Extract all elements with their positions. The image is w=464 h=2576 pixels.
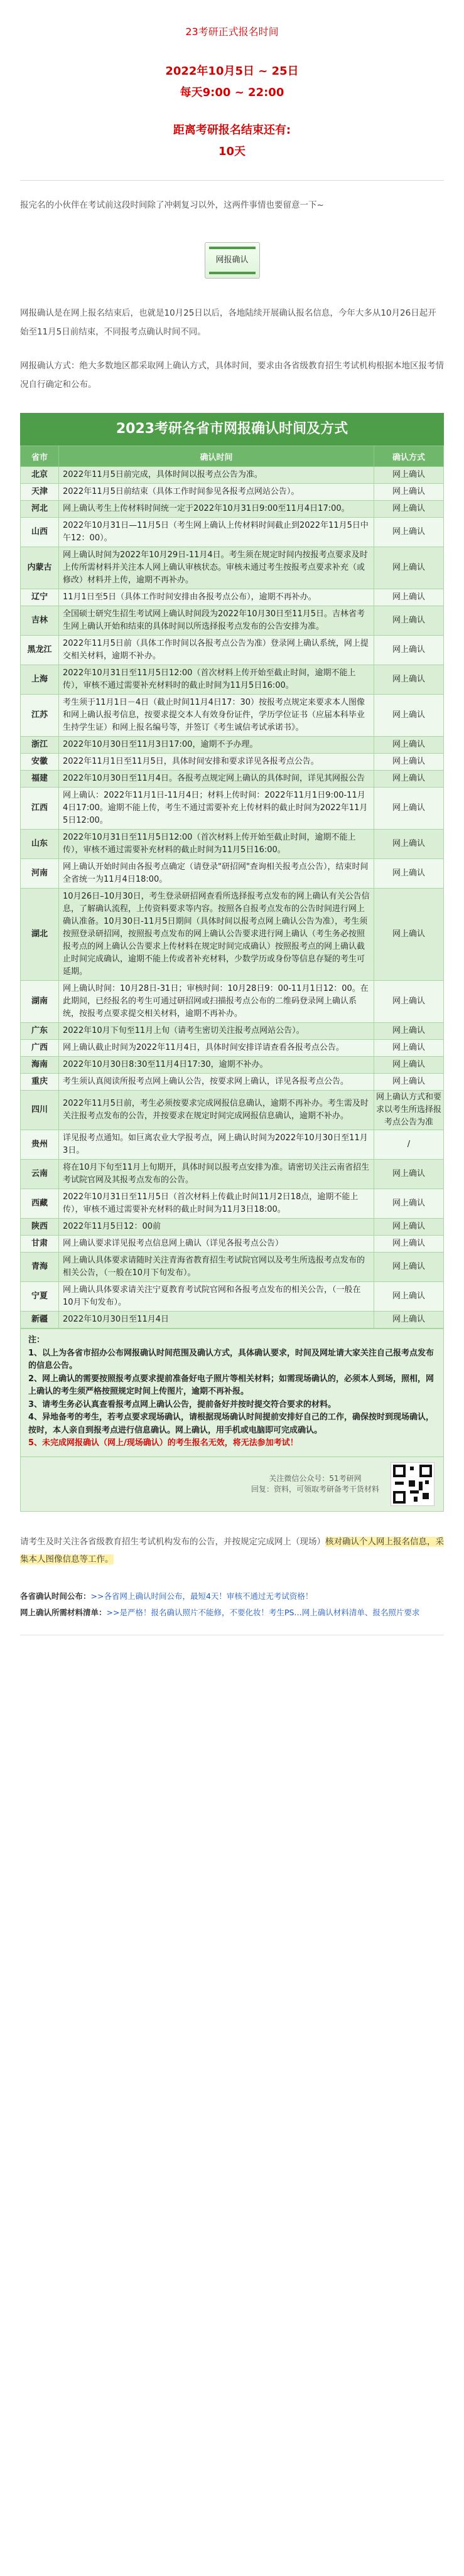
method-cell: 网上确认 — [374, 1040, 444, 1057]
time-cell: 2022年10月31日—11月5日（考生网上确认上传材料时间截止到2022年11月5日中午12：00）。 — [59, 518, 374, 547]
table-row — [21, 889, 444, 981]
method-cell: 网上确认 — [374, 737, 444, 754]
button-wrap — [0, 242, 464, 279]
method-cell: 网上确认 — [374, 606, 444, 636]
time-cell: 将在10月下旬至11月上旬期开，具体时间以报考点安排为准。请密切关注云南省招生考试院官网及其报考点发布的公告。 — [59, 1160, 374, 1189]
header-method: 确认方式 — [374, 446, 444, 467]
time-cell: 全国硕士研究生招生考试网上确认时间段为2022年10月30日至11月5日。吉林省考生网上确认开始和结束的具体时间以所选择报考点发布的公告安排为准。 — [59, 606, 374, 636]
table-row — [21, 788, 444, 830]
province-cell: 贵州 — [21, 1130, 59, 1160]
time-cell: 2022年10月30日8:30至11月4日17:30，逾期不补办。 — [59, 1057, 374, 1074]
table-row — [21, 1236, 444, 1253]
confirm-table-container — [20, 413, 444, 1512]
table-row — [21, 1312, 444, 1328]
note-item: 2、网上确认的需要按照报考点要求提前准备好电子照片等相关材料；如需现场确认的，必须本人到场，照相，网上确认的考生须严格按照规定时间上传图片，逾期不再补报。 — [28, 1374, 434, 1396]
time-cell: 11月1日至5日（具体工作时间安排由各报考点公布），逾期不再补办。 — [59, 589, 374, 606]
province-cell: 江苏 — [21, 695, 59, 737]
table-row — [21, 501, 444, 518]
province-cell: 河北 — [21, 501, 59, 518]
province-cell: 黑龙江 — [21, 636, 59, 665]
link-label: 网上确认所需材料清单： — [20, 1607, 107, 1617]
link-label: 各省确认时间公布： — [20, 1591, 91, 1601]
related-link[interactable]: >>各省网上确认时间公布，最短4天！审核不通过无考试资格！ — [90, 1591, 313, 1601]
time-cell: 2022年10月31日至11月5日12:00（首次材料上传开始至截止时间，逾期不能上传），审核不通过需要补充材料时的截止时间为11月5日16:00。 — [59, 665, 374, 695]
table-row — [21, 737, 444, 754]
table-row — [21, 1282, 444, 1312]
intro-text: 报完名的小伙伴在考试前这段时间除了冲刺复习以外，这两件事情也要留意一下~ — [20, 200, 324, 210]
note-item: 3、请考生务必认真查看报考点网上确认公告，提前备好并按时提交符合要求的材料。 — [28, 1399, 337, 1409]
divider — [20, 180, 444, 181]
related-links — [20, 1588, 444, 1621]
notes-box — [20, 1328, 444, 1457]
time-cell: 2022年10月31日至11月5日（首次材料上传截止时间11月2日18点，逾期不能上传），审核不通过需要补充材料的截止时间为11月3日18:00。 — [59, 1189, 374, 1219]
province-cell: 辽宁 — [21, 589, 59, 606]
time-cell: 详见报考点通知。如巨离农业大学报考点，网上确认时间为2022年10月30日至11月3日。 — [59, 1130, 374, 1160]
table-row — [21, 606, 444, 636]
province-cell: 湖南 — [21, 981, 59, 1023]
table-row — [21, 484, 444, 501]
time-cell: 2022年10月下旬至11月上旬（请考生密切关注报考点网站公告）。 — [59, 1023, 374, 1040]
countdown-value: 10天 — [218, 145, 246, 158]
method-cell: 网上确认 — [374, 695, 444, 737]
method-cell: / — [374, 1130, 444, 1160]
time-cell: 2022年11月5日前完成，具体时间以报考点公告为准。 — [59, 467, 374, 484]
method-cell: 网上确认 — [374, 889, 444, 981]
method-cell: 网上确认 — [374, 1253, 444, 1282]
time-cell: 2022年11月5日前结束（具体工作时间参见各报考点网站公告）。 — [59, 484, 374, 501]
method-cell: 网上确认 — [374, 859, 444, 889]
province-cell: 山东 — [21, 830, 59, 859]
province-cell: 吉林 — [21, 606, 59, 636]
time-cell: 2022年11月5日12：00前 — [59, 1219, 374, 1236]
table-row — [21, 830, 444, 859]
province-cell: 湖北 — [21, 889, 59, 981]
table-row — [21, 1253, 444, 1282]
province-cell: 广东 — [21, 1023, 59, 1040]
table-row — [21, 589, 444, 606]
province-cell: 陕西 — [21, 1219, 59, 1236]
time-cell: 网上确认截止时间为2022年11月4日，具体时间安排详请查看各报考点公告。 — [59, 1040, 374, 1057]
province-cell: 山西 — [21, 518, 59, 547]
province-cell: 天津 — [21, 484, 59, 501]
registration-hours: 每天9:00 ~ 22:00 — [180, 86, 284, 99]
province-cell: 宁夏 — [21, 1282, 59, 1312]
province-cell: 江西 — [21, 788, 59, 830]
province-cell: 青海 — [21, 1253, 59, 1282]
confirm-button[interactable]: 网报确认 — [205, 242, 260, 279]
method-cell: 网上确认 — [374, 589, 444, 606]
countdown — [0, 120, 464, 163]
method-cell: 网上确认方式和要求以考生所选择报考点公告为准 — [374, 1091, 444, 1130]
table-row — [21, 1074, 444, 1091]
table-row — [21, 1023, 444, 1040]
method-cell: 网上确认 — [374, 467, 444, 484]
time-cell: 网上确认时间：10月28日-31日；审核时间：10月28日9：00-11月1日12：00。在此期间，已经报名的考生可通过研招网或扫描报考点公布的二维码登录网上确认系统，按报考点要求提交相关材料，逾期不再补办。 — [59, 981, 374, 1023]
time-cell: 2022年10月31日至11月5日12:00（首次材料上传开始至截止时间，逾期不能上传），审核不通过需要补充材料的截止时间为11月5日16:00。 — [59, 830, 374, 859]
table-row — [21, 859, 444, 889]
article-page — [0, 24, 464, 1635]
after-text: 请考生及时关注各省级教育招生考试机构发布的公告，并按规定完成网上（现场） — [20, 1536, 325, 1547]
table-row — [21, 518, 444, 547]
method-cell: 网上确认 — [374, 1312, 444, 1328]
table-row — [21, 636, 444, 665]
province-cell: 上海 — [21, 665, 59, 695]
time-cell: 网上确认具体要求请关注宁夏教育考试院官网和各报考点发布的相关公告，（一般在10月下旬发布）。 — [59, 1282, 374, 1312]
table-row — [21, 754, 444, 771]
note-item: 4、异地备考的考生，若考点要求现场确认，请根据现场确认时间提前安排好自己的工作，确保按时到现场确认，按时，本人亲自到报考点进行信息确认。网上确认，用手机或电脑即可完成确认。 — [28, 1413, 434, 1435]
registration-dates: 2022年10月5日 ~ 25日 — [165, 65, 299, 78]
method-cell: 网上确认 — [374, 771, 444, 788]
confirm-table — [20, 446, 444, 1328]
table-body — [21, 467, 444, 1328]
after-highlight: 核对确认个人网上报名信息，采集本人图像信息等工作。 — [20, 1536, 444, 1564]
time-cell: 网上确认开始时间由各报考点确定（请登录"研招网"查询相关报考点公告），结束时间全省统一为11月4日18:00。 — [59, 859, 374, 889]
time-cell: 2022年10月30日至11月4日。各报考点规定网上确认的具体时间，详见其网报公告 — [59, 771, 374, 788]
table-row — [21, 1130, 444, 1160]
province-cell: 甘肃 — [21, 1236, 59, 1253]
table-row — [21, 981, 444, 1023]
method-cell: 网上确认 — [374, 484, 444, 501]
time-cell: 10月26日–10月30日，考生登录研招网查看所选择报考点发布的网上确认有关公告信息，了解确认流程，上传资料要求等内容。按照各自报考点发布的公告时间进行网上确认准备。10月30日-11月5日期间（具体时间以报考点网上确认公告为准），考生须按照登录研招网，按照报考点发布的网上确认公告要求进行网上确认（考生务必按照报考点的网上确认公告要求上传材料在规定时间完成确认）按照报考点的网上确认截止时间完成确认，逾期不能上传或者补充材料，少数学历或身份等信息存疑的考生可延期。 — [59, 889, 374, 981]
method-cell: 网上确认 — [374, 636, 444, 665]
time-cell: 网上确认考生上传材料时间统一定于2022年10月31日9:00至11月4日17:00。 — [59, 501, 374, 518]
footer-line2: 回复：资料，可领取考研备考干货材料 — [251, 1484, 379, 1494]
method-cell: 网上确认 — [374, 518, 444, 547]
method-cell: 网上确认 — [374, 830, 444, 859]
header-time: 确认时间 — [59, 446, 374, 467]
time-cell: 考生须认真阅读所报考点网上确认公告，按要求网上确认，详见各报考点公告。 — [59, 1074, 374, 1091]
time-cell: 2022年11月5日前（具体工作时间以各报考点公告为准）登录网上确认系统，网上提交相关材料，逾期不补办。 — [59, 636, 374, 665]
table-row — [21, 1057, 444, 1074]
table-row — [21, 1189, 444, 1219]
province-cell: 北京 — [21, 467, 59, 484]
method-cell: 网上确认 — [374, 1189, 444, 1219]
method-cell: 网上确认 — [374, 1074, 444, 1091]
method-cell: 网上确认 — [374, 501, 444, 518]
table-footer — [20, 1457, 444, 1512]
footer-text — [251, 1473, 379, 1495]
method-cell: 网上确认 — [374, 981, 444, 1023]
method-cell: 网上确认 — [374, 1219, 444, 1236]
method-cell: 网上确认 — [374, 754, 444, 771]
table-row — [21, 695, 444, 737]
method-cell: 网上确认 — [374, 547, 444, 589]
method-cell: 网上确认 — [374, 1236, 444, 1253]
related-link[interactable]: >>是严格！报名确认照片不能修，不要化妆！考生PS…网上确认材料清单、报名照片要求 — [106, 1607, 420, 1617]
table-row — [21, 547, 444, 589]
table-row — [21, 1091, 444, 1130]
time-cell: 2022年11月5日前，考生必须按要求完成网报信息确认，逾期不再补办。考生需及时关注报考点发布的公告，并按要求在规定时间完成网报信息确认，逾期不补办。 — [59, 1091, 374, 1130]
notes-head: 注： — [28, 1335, 45, 1345]
registration-info — [0, 61, 464, 104]
table-row — [21, 1040, 444, 1057]
province-cell: 福建 — [21, 771, 59, 788]
province-cell: 新疆 — [21, 1312, 59, 1328]
time-cell: 网上确认时间为2022年10月29日-11月4日。考生须在规定时间内按报考点要求及时上传所需材料并关注本人网上确认审核状态。审核未通过考生按报考点要求补充（或修改）材料并上传，逾期不再补办。 — [59, 547, 374, 589]
table-row — [21, 467, 444, 484]
table-header-row — [21, 446, 444, 467]
method-cell: 网上确认 — [374, 1023, 444, 1040]
province-cell: 内蒙古 — [21, 547, 59, 589]
table-row — [21, 771, 444, 788]
table-row — [21, 1219, 444, 1236]
table-title: 2023考研各省市网报确认时间及方式 — [20, 413, 444, 446]
province-cell: 安徽 — [21, 754, 59, 771]
after-paragraph — [20, 1533, 444, 1568]
time-cell: 网上确认要求详见报考点信息网上确认（详见各报考点公告） — [59, 1236, 374, 1253]
qr-code-icon — [391, 1462, 434, 1506]
method-cell: 网上确认 — [374, 1282, 444, 1312]
method-cell: 网上确认 — [374, 1057, 444, 1074]
header-province: 省市 — [21, 446, 59, 467]
paragraph-confirm-method: 网报确认方式：绝大多数地区都采取网上确认方式，具体时间，要求由各省级教育招生考试机构根据本地区报考情况自行确定和公布。 — [20, 361, 444, 390]
time-cell: 2022年10月30日至11月4日 — [59, 1312, 374, 1328]
time-cell: 2022年10月30日至11月3日17:00，逾期不予办理。 — [59, 737, 374, 754]
table-row — [21, 1160, 444, 1189]
table-row — [21, 665, 444, 695]
paragraph-confirm-time: 网报确认是在网上报名结束后，也就是10月25日以后，各地陆续开展确认报名信息，今年大多从10月26日起开始至11月5日前结束，不同报考点确认时间不同。 — [20, 308, 436, 337]
province-cell: 云南 — [21, 1160, 59, 1189]
time-cell: 网上确认具体要求请随时关注青海省教育招生考试院官网以及考生所选报考点发布的相关公告，（一般在10月下旬发布）。 — [59, 1253, 374, 1282]
method-cell: 网上确认 — [374, 788, 444, 830]
province-cell: 浙江 — [21, 737, 59, 754]
note-item-warning: 5、未完成网报确认（网上/现场确认）的考生报名无效，将无法参加考试！ — [28, 1438, 298, 1448]
province-cell: 西藏 — [21, 1189, 59, 1219]
province-cell: 河南 — [21, 859, 59, 889]
countdown-label: 距离考研报名结束还有: — [173, 124, 291, 137]
footer-line1: 关注微信公众号：51考研网 — [269, 1473, 362, 1483]
related-link-row — [20, 1588, 444, 1605]
time-cell: 网上确认：2022年11月1日-11月4日；材料上传时间：2022年11月1日9:00-11月4日17:00。逾期不能上传，考生不通过需要补充上传材料的截止时间为2022年11月5日12:00。 — [59, 788, 374, 830]
method-cell: 网上确认 — [374, 1160, 444, 1189]
time-cell: 考生须于11月1日－4日（截止时间11月4日17：30）按报考点规定来要求本人图像和网上确认报考信息，按要求提交本人有效身份证件，学历学位证书（应届本科毕业生持学生证）和网上报名编号等，并签订《考生诚信考试承诺书》。 — [59, 695, 374, 737]
province-cell: 四川 — [21, 1091, 59, 1130]
province-cell: 广西 — [21, 1040, 59, 1057]
related-link-row — [20, 1605, 444, 1621]
method-cell: 网上确认 — [374, 665, 444, 695]
note-item: 1、以上为各省市招办公布网报确认时间范围及确认方式，具体确认要求，时间及网址请大家关注自己报考点发布的信息公告。 — [28, 1348, 434, 1371]
time-cell: 2022年11月1日至11月5日，具体时间安排和要求详见各报考点公告。 — [59, 754, 374, 771]
province-cell: 海南 — [21, 1057, 59, 1074]
province-cell: 重庆 — [21, 1074, 59, 1091]
header-title: 23考研正式报名时间 — [185, 26, 279, 38]
